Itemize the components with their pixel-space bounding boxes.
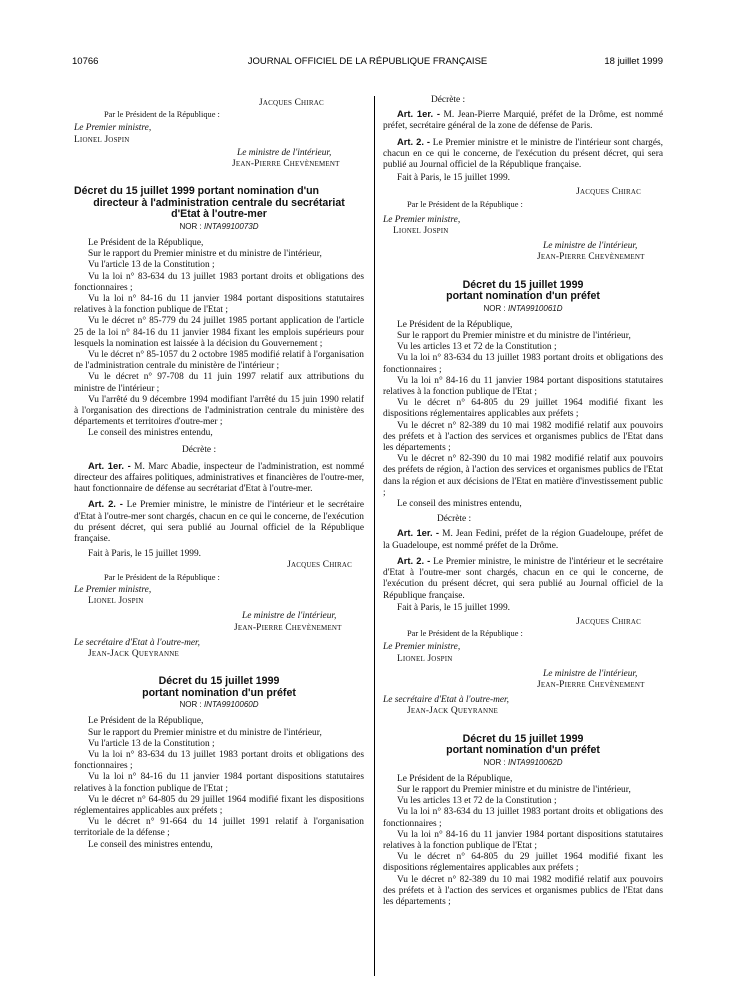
decree-title-line: Décret du 15 juillet 1999 portant nomination d'un (74, 185, 320, 198)
decree-title-line: Décret du 15 juillet 1999 (462, 278, 584, 291)
visa: Vu le décret n° 82-389 du 10 mai 1982 modifié relatif aux pouvoirs des préfets et à l'action des services et organismes publics de l'Etat dans les départements ; (383, 420, 663, 454)
preamble: Le Président de la République, (88, 238, 204, 248)
decree-title-line: portant nomination d'un préfet (142, 686, 296, 699)
visa: Vu le décret n° 64-805 du 29 juillet 1964 modifié fixant les dispositions réglementaires applicables aux préfets ; (383, 398, 663, 420)
top-signature-block (74, 98, 364, 170)
decree-prefet-1 (74, 676, 364, 851)
president-name: Jacques Chirac (576, 616, 641, 627)
decree-title-line: portant nomination d'un préfet (446, 290, 600, 303)
decree-title-line: Décret du 15 juillet 1999 (158, 675, 280, 688)
visa: Vu le décret n° 97-708 du 11 juin 1997 relatif aux attributions du ministre de l'intérieur ; (74, 372, 364, 394)
article-2: Art. 2. - Le Premier ministre et le ministre de l'intérieur sont chargés, chacun en ce qui le concerne, de l'exécution du présent décret, qui sera publié au Journal officiel de la République française. (383, 135, 664, 171)
decree-marquie-continued (383, 95, 663, 264)
minister-title: Le ministre de l'intérieur, (543, 241, 638, 252)
visa: Vu l'article 13 de la Constitution ; (88, 260, 215, 271)
nor-reference: NOR : INTA9910062D (483, 757, 563, 767)
preamble: Le Président de la République, (88, 716, 204, 727)
minister-name: Jean-Pierre Chevènement (537, 679, 645, 690)
president-name: Jacques Chirac (259, 98, 324, 108)
pm-name: Lionel Jospin (74, 134, 130, 145)
visa: Vu les articles 13 et 72 de la Constitution ; (397, 342, 557, 353)
decrete-heading: Décrète : (181, 444, 217, 455)
visa: Vu le décret n° 91-664 du 14 juillet 1991 relatif à l'organisation territoriale de la défense ; (74, 817, 364, 839)
decree-prefet-3 (383, 734, 663, 909)
pm-title: Le Premier ministre, (74, 123, 152, 134)
visa: Vu les articles 13 et 72 de la Constitution ; (397, 796, 557, 807)
council-heard: Le conseil des ministres entendu, (88, 428, 213, 439)
president-name: Jacques Chirac (287, 560, 352, 571)
by-president: Par le Président de la République : (407, 199, 523, 209)
visa: Vu le décret n° 64-805 du 29 juillet 1964 modifié fixant les dispositions réglementaires applicables aux préfets ; (74, 794, 364, 816)
visa: Vu la loi n° 83-634 du 13 juillet 1983 portant droits et obligations des fonctionnaires ; (74, 271, 364, 293)
visa: Vu la loi n° 84-16 du 11 janvier 1984 portant dispositions statutaires relatives à la fonction publique de l'Etat ; (74, 772, 364, 794)
article-2: Art. 2. - Le Premier ministre, le ministre de l'intérieur et le secrétaire d'Etat à l'outre-mer sont chargés, chacun en ce qui le concerne, de l'exécution du présent décret, qui sera publié au Journal officiel de la République française. (74, 498, 365, 545)
secretary-name: Jean-Jack Queyranne (88, 648, 179, 659)
minister-title: Le ministre de l'intérieur, (242, 611, 337, 622)
pm-title: Le Premier ministre, (74, 584, 152, 595)
nor-reference: NOR : INTA9910073D (179, 222, 259, 231)
council-heard: Le conseil des ministres entendu, (88, 839, 213, 850)
secretary-name: Jean-Jack Queyranne (407, 706, 498, 717)
minister-name: Jean-Pierre Chevènement (232, 159, 340, 170)
right-column (383, 95, 664, 908)
decree-title-line: directeur à l'administration centrale du secrétariat (93, 196, 345, 209)
preamble: Sur le rapport du Premier ministre et du ministre de l'intérieur, (397, 331, 631, 342)
visa: Vu la loi n° 84-16 du 11 janvier 1984 portant dispositions statutaires relatives à la fonction publique de l'Etat ; (74, 294, 364, 316)
decree-title-line: portant nomination d'un préfet (446, 744, 600, 757)
decree-title-line: d'Etat à l'outre-mer (171, 208, 267, 221)
visa: Vu la loi n° 84-16 du 11 janvier 1984 portant dispositions statutaires relatives à la fonction publique de l'Etat ; (383, 829, 663, 851)
nor-reference: NOR : INTA9910061D (483, 303, 563, 313)
journal-title: JOURNAL OFFICIEL DE LA RÉPUBLIQUE FRANÇAISE (247, 56, 488, 67)
visa: Vu la loi n° 83-634 du 13 juillet 1983 portant droits et obligations des fonctionnaires ; (74, 749, 364, 772)
pm-name: Lionel Jospin (397, 653, 453, 664)
decrete-heading: Décrète : (431, 95, 466, 105)
council-heard: Le conseil des ministres entendu, (397, 499, 522, 510)
visa: Vu le décret n° 85-1057 du 2 octobre 1985 modifié relatif à l'organisation de l'administration centrale du ministère de l'intérieur ; (74, 350, 364, 372)
preamble: Sur le rapport du Premier ministre et du ministre de l'intérieur, (397, 784, 631, 795)
visa: Vu le décret n° 82-389 du 10 mai 1982 modifié relatif aux pouvoirs des préfets et à l'action des services et organismes publics de l'Etat dans les départements ; (383, 874, 663, 907)
left-column (74, 98, 364, 851)
minister-title: Le ministre de l'intérieur, (237, 147, 332, 158)
visa: Vu le décret n° 82-390 du 10 mai 1982 modifié relatif aux pouvoirs des préfets de région, à l'action des services et organismes publics de l'Etat dans la région et aux décisions de l'Etat en matière d'investissement public ; (383, 454, 663, 498)
preamble: Le Président de la République, (397, 319, 513, 330)
pm-name: Lionel Jospin (88, 596, 144, 607)
page-header (72, 56, 663, 68)
page-number: 10766 (72, 56, 99, 67)
president-name: Jacques Chirac (576, 187, 641, 198)
pm-name: Lionel Jospin (393, 226, 449, 237)
done-at: Fait à Paris, le 15 juillet 1999. (397, 602, 511, 613)
by-president: Par le Président de la République : (104, 572, 220, 582)
preamble: Sur le rapport du Premier ministre et du ministre de l'intérieur, (88, 249, 322, 260)
issue-date: 18 juillet 1999 (604, 56, 663, 67)
preamble: Sur le rapport du Premier ministre et du ministre de l'intérieur, (88, 727, 322, 738)
pm-title: Le Premier ministre, (383, 214, 461, 225)
by-president: Par le Président de la République : (407, 629, 523, 639)
minister-title: Le ministre de l'intérieur, (543, 668, 638, 679)
preamble: Le Président de la République, (397, 773, 513, 784)
decree-prefet-2 (383, 280, 663, 718)
visa: Vu la loi n° 84-16 du 11 janvier 1984 portant dispositions statutaires relatives à la fonction publique de l'Etat ; (383, 375, 663, 398)
by-president: Par le Président de la République : (104, 110, 220, 120)
visa: Vu l'article 13 de la Constitution ; (88, 738, 215, 749)
visa: Vu la loi n° 83-634 du 13 juillet 1983 portant droits et obligations des fonctionnaires ; (383, 807, 663, 829)
nor-reference: NOR : INTA9910060D (179, 700, 259, 710)
visa: Vu la loi n° 83-634 du 13 juillet 1983 portant droits et obligations des fonctionnaires ; (383, 353, 663, 375)
article-2: Art. 2. - Le Premier ministre, le ministre de l'intérieur et le secrétaire d'Etat à l'outre-mer sont chargés, chacun en ce qui le concerne, de l'exécution du présent décret, qui sera publié au Journal officiel de la République française. (383, 554, 663, 601)
secretary-title: Le secrétaire d'Etat à l'outre-mer, (74, 637, 200, 648)
visa: Vu le décret n° 85-779 du 24 juillet 1985 portant application de l'article 25 de la loi n° 84-16 du 11 janvier 1984 fixant les emplois supérieurs pour lesquels la nomination est laissée à la décision du Gouvernement ; (74, 316, 364, 349)
done-at: Fait à Paris, le 15 juillet 1999. (397, 173, 511, 184)
minister-name: Jean-Pierre Chevènement (234, 622, 342, 633)
article-1: Art. 1er. - M. Marc Abadie, inspecteur de l'administration, est nommé directeur des affaires politiques, administratives et financières de l'outre-mer, haut fonctionnaire de défense au secrétariat d'Etat à l'outre-mer. (74, 459, 365, 495)
decrete-heading: Décrète : (437, 514, 472, 525)
visa: Vu le décret n° 64-805 du 29 juillet 1964 modifié fixant les dispositions réglementaires applicables aux préfets ; (383, 852, 663, 874)
minister-name: Jean-Pierre Chevènement (537, 252, 645, 263)
article-1: Art. 1er. - M. Jean-Pierre Marquié, préfet de la Drôme, est nommé préfet, secrétaire général de la zone de défense de Paris. (383, 108, 664, 132)
decree-title-line: Décret du 15 juillet 1999 (462, 732, 584, 745)
decree-abadie (74, 186, 364, 660)
pm-title: Le Premier ministre, (383, 642, 461, 653)
visa: Vu l'arrêté du 9 décembre 1994 modifiant l'arrêté du 15 juin 1990 relatif à l'organisation des directions de l'administration centrale du ministère des départements et territoires d'outre-mer ; (74, 394, 364, 428)
column-divider (374, 96, 375, 976)
article-1: Art. 1er. - M. Jean Fedini, préfet de la région Guadeloupe, préfet de la Guadeloupe, est nommé préfet de la Drôme. (383, 527, 664, 551)
done-at: Fait à Paris, le 15 juillet 1999. (88, 549, 202, 560)
secretary-title: Le secrétaire d'Etat à l'outre-mer, (383, 695, 509, 706)
